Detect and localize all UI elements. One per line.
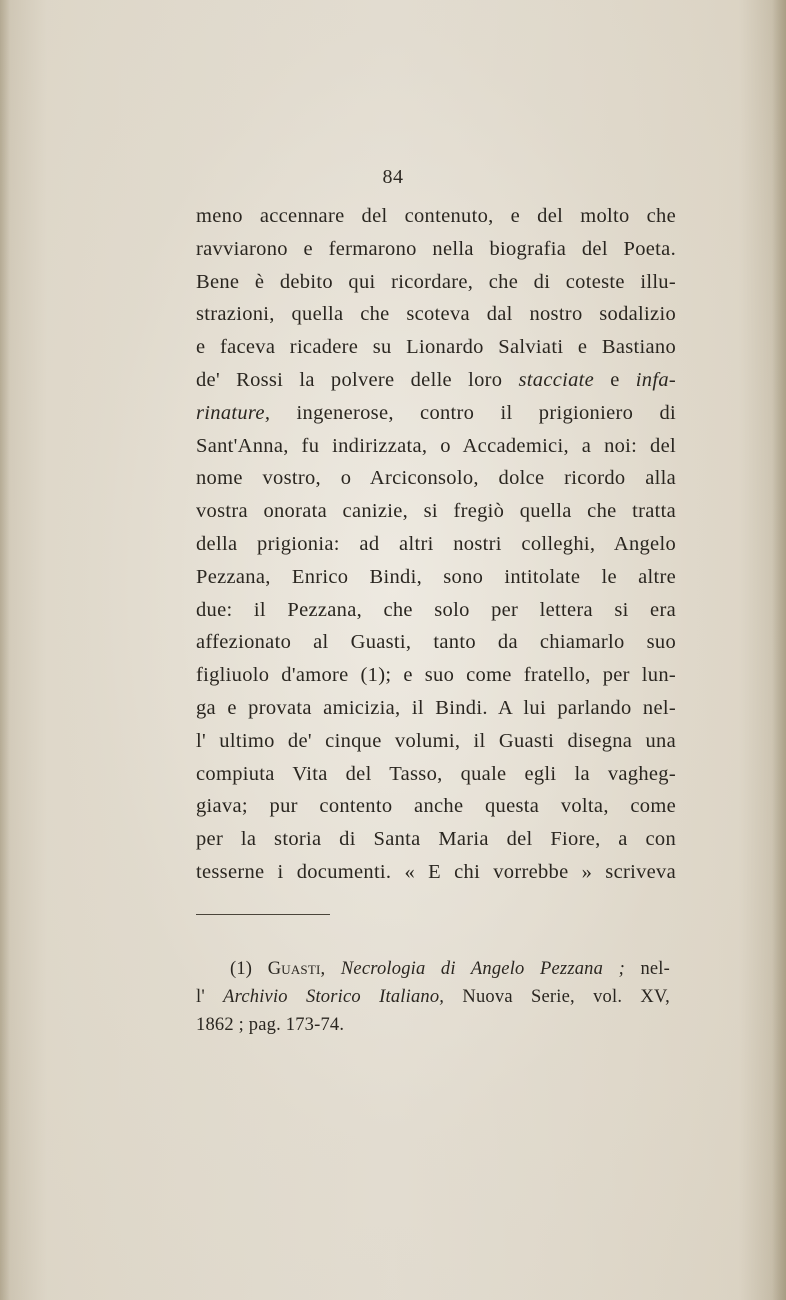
page-edge-left bbox=[0, 0, 10, 1300]
footnote-line bbox=[196, 983, 670, 1011]
italic-text: Archivio Storico Italiano, bbox=[223, 987, 445, 1007]
text-span: giava; pur contento anche questa volta, come bbox=[196, 795, 676, 818]
text-line bbox=[196, 528, 676, 561]
text-span: meno accennare del contenuto, e del molto che bbox=[196, 205, 676, 227]
text-line bbox=[196, 725, 676, 758]
text-span: l' ultimo de' cinque volumi, il Guasti disegna una bbox=[196, 729, 676, 752]
text-line bbox=[196, 430, 676, 463]
footnote-line bbox=[196, 955, 670, 983]
italic-text: Necrologia di Angelo Pezzana ; bbox=[340, 959, 625, 979]
text-span: tesserne i documenti. « E chi vorrebbe » scriveva bbox=[196, 860, 676, 883]
main-text-block bbox=[196, 200, 676, 889]
text-line bbox=[196, 561, 676, 594]
text-line bbox=[196, 397, 676, 430]
italic-text: stacciate bbox=[518, 368, 595, 391]
text-span: l' bbox=[196, 987, 224, 1007]
text-span: nome vostro, o Arciconsolo, dolce ricordo alla bbox=[196, 467, 676, 490]
text-span: Nuova Serie, vol. XV, bbox=[444, 987, 670, 1007]
text-line bbox=[196, 856, 676, 889]
text-span: affezionato al Guasti, tanto da chiamarlo suo bbox=[196, 631, 676, 654]
text-line bbox=[196, 790, 676, 823]
text-span: della prigionia: ad altri nostri colleghi, Angelo bbox=[196, 532, 676, 555]
text-span: ingenerose, contro il prigioniero di bbox=[270, 401, 676, 424]
smallcaps-author: Guasti, bbox=[267, 959, 326, 979]
text-line bbox=[196, 823, 676, 856]
text-line bbox=[196, 692, 676, 725]
text-span: vostra onorata canizie, si fregiò quella che tratta bbox=[196, 500, 676, 523]
page-number: 84 bbox=[382, 166, 404, 188]
text-span: ga e provata amicizia, il Bindi. A lui parlando nel- bbox=[196, 696, 676, 719]
text-span: e bbox=[594, 368, 636, 391]
text-line bbox=[196, 331, 676, 364]
text-span: compiuta Vita del Tasso, quale egli la vagheg- bbox=[196, 762, 676, 785]
text-line bbox=[196, 626, 676, 659]
text-span: (1) bbox=[230, 959, 268, 979]
text-span: due: il Pezzana, che solo per lettera si era bbox=[196, 598, 676, 621]
text-line bbox=[196, 298, 676, 331]
text-span: per la storia di Santa Maria del Fiore, a con bbox=[196, 828, 676, 851]
page-edge-right bbox=[772, 0, 786, 1300]
text-line bbox=[196, 495, 676, 528]
text-line bbox=[196, 200, 676, 233]
text-line bbox=[196, 659, 676, 692]
text-span: nel- bbox=[624, 959, 671, 979]
text-span: 1862 ; pag. 173-74. bbox=[196, 1015, 345, 1035]
text-span: e faceva ricadere su Lionardo Salviati e Bastiano bbox=[196, 336, 676, 359]
text-span: de' Rossi la polvere delle loro bbox=[196, 368, 519, 391]
text-span: ravviarono e fermarono nella biografia del Poeta. bbox=[196, 237, 676, 260]
text-span: Sant'Anna, fu indirizzata, o Accademici, a noi: del bbox=[196, 434, 676, 457]
footnote-block bbox=[196, 955, 670, 1039]
text-line bbox=[196, 594, 676, 627]
text-span: Bene è debito qui ricordare, che di coteste illu- bbox=[196, 270, 676, 293]
italic-text: rinature, bbox=[196, 401, 271, 424]
text-span bbox=[325, 959, 341, 979]
text-line bbox=[196, 462, 676, 495]
text-line bbox=[196, 266, 676, 299]
italic-text: infa- bbox=[635, 368, 676, 391]
text-span: figliuolo d'amore (1); e suo come fratello, per lun- bbox=[196, 664, 676, 687]
text-line bbox=[196, 364, 676, 397]
text-line bbox=[196, 233, 676, 266]
text-span: strazioni, quella che scoteva dal nostro sodalizio bbox=[196, 303, 676, 326]
footnote-separator bbox=[196, 914, 330, 915]
text-span: Pezzana, Enrico Bindi, sono intitolate le altre bbox=[196, 565, 676, 588]
footnote-line bbox=[196, 1011, 670, 1039]
text-line bbox=[196, 758, 676, 791]
